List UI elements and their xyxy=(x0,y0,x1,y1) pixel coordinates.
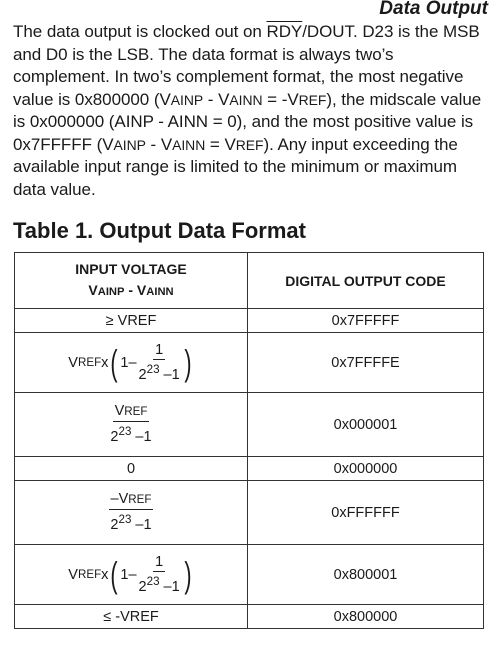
table-row xyxy=(15,333,484,393)
table-row xyxy=(15,481,484,545)
code-cell: 0x7FFFFE xyxy=(248,333,484,393)
code-cell: 0x7FFFFF xyxy=(248,309,484,333)
input-cell: 0 xyxy=(15,457,248,481)
input-cell: V REF x ( 1– $\frac{1}{2^{23} -1}$ ) xyxy=(15,545,248,605)
input-cell: $\frac{\text{–VREF}}{2^{23} -1}$ xyxy=(15,481,248,545)
code-cell: 0x800000 xyxy=(248,605,484,629)
output-data-format-table xyxy=(14,252,484,629)
input-cell: V REF x ( 1– $\frac{1}{2^{23} -1}$ ) xyxy=(15,333,248,393)
rdy-overline: $\overline{RDY}$ xyxy=(266,22,303,41)
code-cell: 0x800001 xyxy=(248,545,484,605)
code-cell: 0xFFFFFF xyxy=(248,481,484,545)
table-header-row xyxy=(15,253,484,309)
code-cell: 0x000000 xyxy=(248,457,484,481)
table-row xyxy=(15,605,484,629)
header-input-voltage: INPUT VOLTAGE VAINP - VAINN xyxy=(15,253,248,309)
table-row xyxy=(15,393,484,457)
section-heading: Data Output xyxy=(379,0,488,19)
input-cell: ≤ -VREF xyxy=(15,605,248,629)
header-digital-output-code: DIGITAL OUTPUT CODE xyxy=(248,253,484,309)
table-row xyxy=(15,545,484,605)
code-cell: 0x000001 xyxy=(248,393,484,457)
input-cell: $\frac{\text{VREF}}{2^{23} -1}$ xyxy=(15,393,248,457)
input-cell: ≥ VREF xyxy=(15,309,248,333)
body-paragraph: The data output is clocked out on $\overline{RDY}$/DOUT. D23 is the MSB and D0 is the LSB. The data format is always two’s complement. In two’s complement format, the most negative value is 0x800000 (VAINP - VAINN = -VREF), the midscale value is 0x000000 (AINP - AINN = 0), and the most positive value is 0x7FFFFF (VAINP - VAINN = VREF). Any input exceeding the available input range is limited to the minimum or maximum data value. xyxy=(13,22,482,199)
table-row xyxy=(15,457,484,481)
table-row xyxy=(15,309,484,333)
table-title: Table 1. Output Data Format xyxy=(13,218,306,243)
